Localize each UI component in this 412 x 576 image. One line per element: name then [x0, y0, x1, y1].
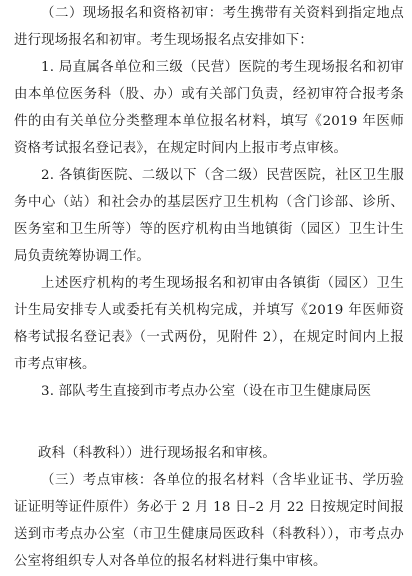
paragraph-item-3-continued: 政科（科教科））进行现场报名和审核。	[38, 446, 276, 461]
paragraph-item-2: 2. 各镇街医院、二级以下（含二级）民营医院，社区卫生服务中心（站）和社会办的基层医疗卫生机构（含门诊部、诊所、医务室和卫生所等）等的医疗机构由当地镇街（园区）卫生计生局负责统筹协调工作。	[14, 168, 404, 264]
paragraph-item-3: 3. 部队考生直接到市考点办公室（设在市卫生健康局医	[41, 384, 372, 399]
paragraph-onsite-registration: （二）现场报名和资格初审：考生携带有关资料到指定地点进行现场报名和初审。考生现场报名点安排如下：	[14, 6, 404, 48]
paragraph-item-1: 1. 局直属各单位和三级（民营）医院的考生现场报名和初审由本单位医务科（股、办）或有关部门负责，经初审符合报考条件的由有关单位分类整理本单位报名材料，填写《2019 年医师资格考试报名登记表》，在规定时间内上报市考点审核。	[14, 60, 404, 156]
document-body-bottom	[14, 440, 404, 575]
paragraph-site-review: （三）考点审核：各单位的报名材料（含毕业证书、学历验证证明等证件原件）务必于 2 月 18 日–2 月 22 日按规定时间报送到市考点办公室（市卫生健康局医政科（科教科）），市考点办公室将组织专人对各单位的报名材料进行集中审核。	[14, 473, 404, 569]
paragraph-above-institutions: 上述医疗机构的考生现场报名和初审由各镇街（园区）卫生计生局安排专人或委托有关机构完成，并填写《2019 年医师资格考试报名登记表》（一式两份，见附件 2），在规定时间内上报市考点审核。	[14, 276, 404, 372]
document-body-top	[14, 0, 404, 405]
